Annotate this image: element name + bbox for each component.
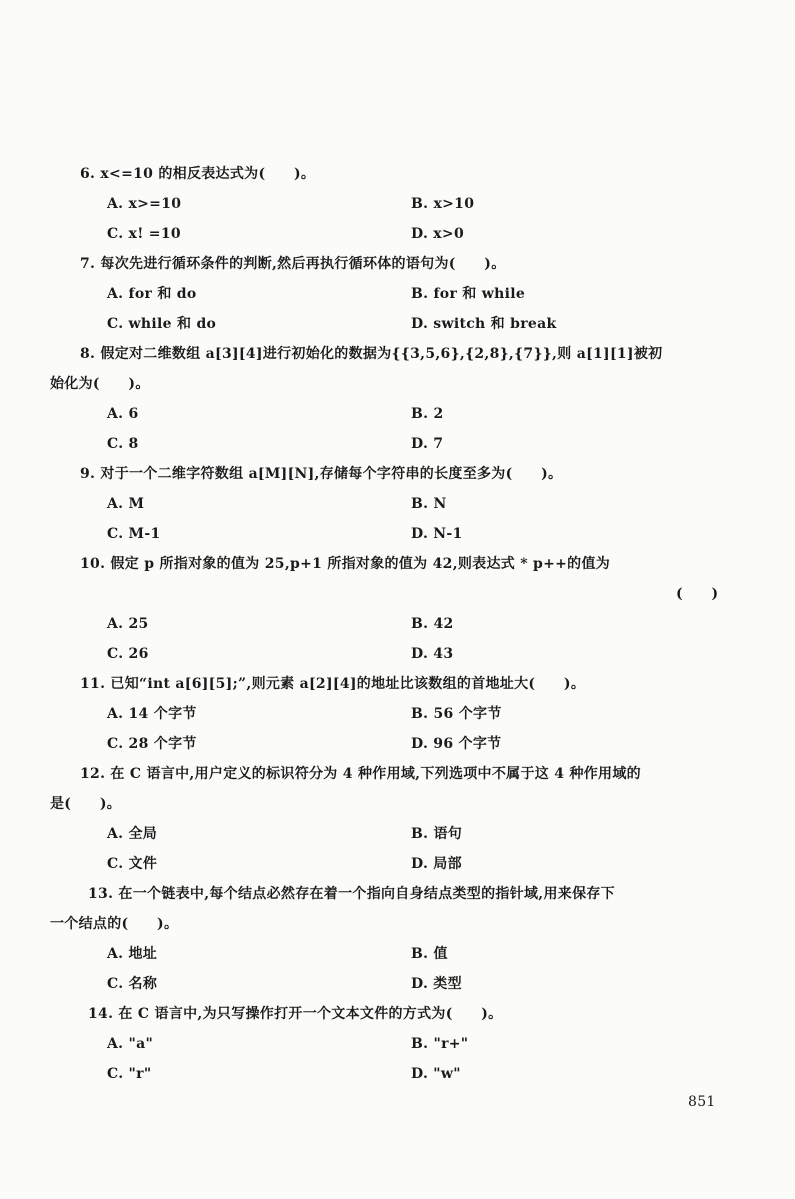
- question-8-option-b: B. 2: [411, 406, 444, 422]
- question-11-stem: 11. 已知“int a[6][5];”,则元素 a[2][4]的地址比该数组的首地址大( )。: [80, 676, 586, 692]
- question-11-option-d: D. 96 个字节: [411, 736, 502, 752]
- question-10-answer-bracket: ( ): [676, 586, 719, 602]
- question-14-option-a: A. "a": [107, 1036, 154, 1052]
- question-10-stem: 10. 假定 p 所指对象的值为 25,p+1 所指对象的值为 42,则表达式 * p++的值为: [80, 556, 611, 572]
- question-14-option-c: C. "r": [107, 1066, 152, 1082]
- question-12-stem-line1: 12. 在 C 语言中,用户定义的标识符分为 4 种作用域,下列选项中不属于这 4 种作用域的: [80, 766, 641, 782]
- question-14-stem: 14. 在 C 语言中,为只写操作打开一个文本文件的方式为( )。: [88, 1006, 503, 1022]
- question-6-stem: 6. x<=10 的相反表达式为( )。: [80, 166, 316, 182]
- question-9-option-b: B. N: [411, 496, 447, 512]
- question-13-option-b: B. 值: [411, 946, 448, 962]
- question-12-option-d: D. 局部: [411, 856, 462, 872]
- question-7-option-a: A. for 和 do: [107, 286, 197, 302]
- question-13-stem-line2: 一个结点的( )。: [50, 916, 179, 932]
- question-12-option-a: A. 全局: [107, 826, 158, 842]
- question-12-option-b: B. 语句: [411, 826, 463, 842]
- question-14-option-b: B. "r+": [411, 1036, 469, 1052]
- question-11-option-a: A. 14 个字节: [107, 706, 197, 722]
- question-7-option-d: D. switch 和 break: [411, 316, 557, 332]
- question-12-option-c: C. 文件: [107, 856, 158, 872]
- question-13-stem-line1: 13. 在一个链表中,每个结点必然存在着一个指向自身结点类型的指针域,用来保存下: [88, 886, 615, 902]
- question-10-option-d: D. 43: [411, 646, 454, 662]
- question-10-option-c: C. 26: [107, 646, 149, 662]
- question-10-option-b: B. 42: [411, 616, 454, 632]
- question-8-stem-line1: 8. 假定对二维数组 a[3][4]进行初始化的数据为{{3,5,6},{2,8},{7}},则 a[1][1]被初: [80, 346, 663, 362]
- question-6-option-b: B. x>10: [411, 196, 475, 212]
- question-7-option-c: C. while 和 do: [107, 316, 217, 332]
- question-13-option-c: C. 名称: [107, 976, 158, 992]
- question-7-option-b: B. for 和 while: [411, 286, 526, 302]
- question-14-option-d: D. "w": [411, 1066, 461, 1082]
- question-10-option-a: A. 25: [107, 616, 149, 632]
- question-8-stem-line2: 始化为( )。: [50, 376, 150, 392]
- question-8-option-a: A. 6: [107, 406, 139, 422]
- page-number: 851: [688, 1094, 716, 1110]
- question-9-option-d: D. N-1: [411, 526, 463, 542]
- question-6-option-a: A. x>=10: [107, 196, 182, 212]
- question-13-option-a: A. 地址: [107, 946, 158, 962]
- question-11-option-b: B. 56 个字节: [411, 706, 502, 722]
- question-13-option-d: D. 类型: [411, 976, 462, 992]
- question-7-stem: 7. 每次先进行循环条件的判断,然后再执行循环体的语句为( )。: [80, 256, 506, 272]
- question-6-option-c: C. x! =10: [107, 226, 181, 242]
- question-8-option-d: D. 7: [411, 436, 444, 452]
- question-8-option-c: C. 8: [107, 436, 139, 452]
- question-9-stem: 9. 对于一个二维字符数组 a[M][N],存储每个字符串的长度至多为( )。: [80, 466, 563, 482]
- question-11-option-c: C. 28 个字节: [107, 736, 197, 752]
- question-9-option-c: C. M-1: [107, 526, 161, 542]
- question-9-option-a: A. M: [107, 496, 145, 512]
- question-6-option-d: D. x>0: [411, 226, 465, 242]
- question-12-stem-line2: 是( )。: [50, 796, 122, 812]
